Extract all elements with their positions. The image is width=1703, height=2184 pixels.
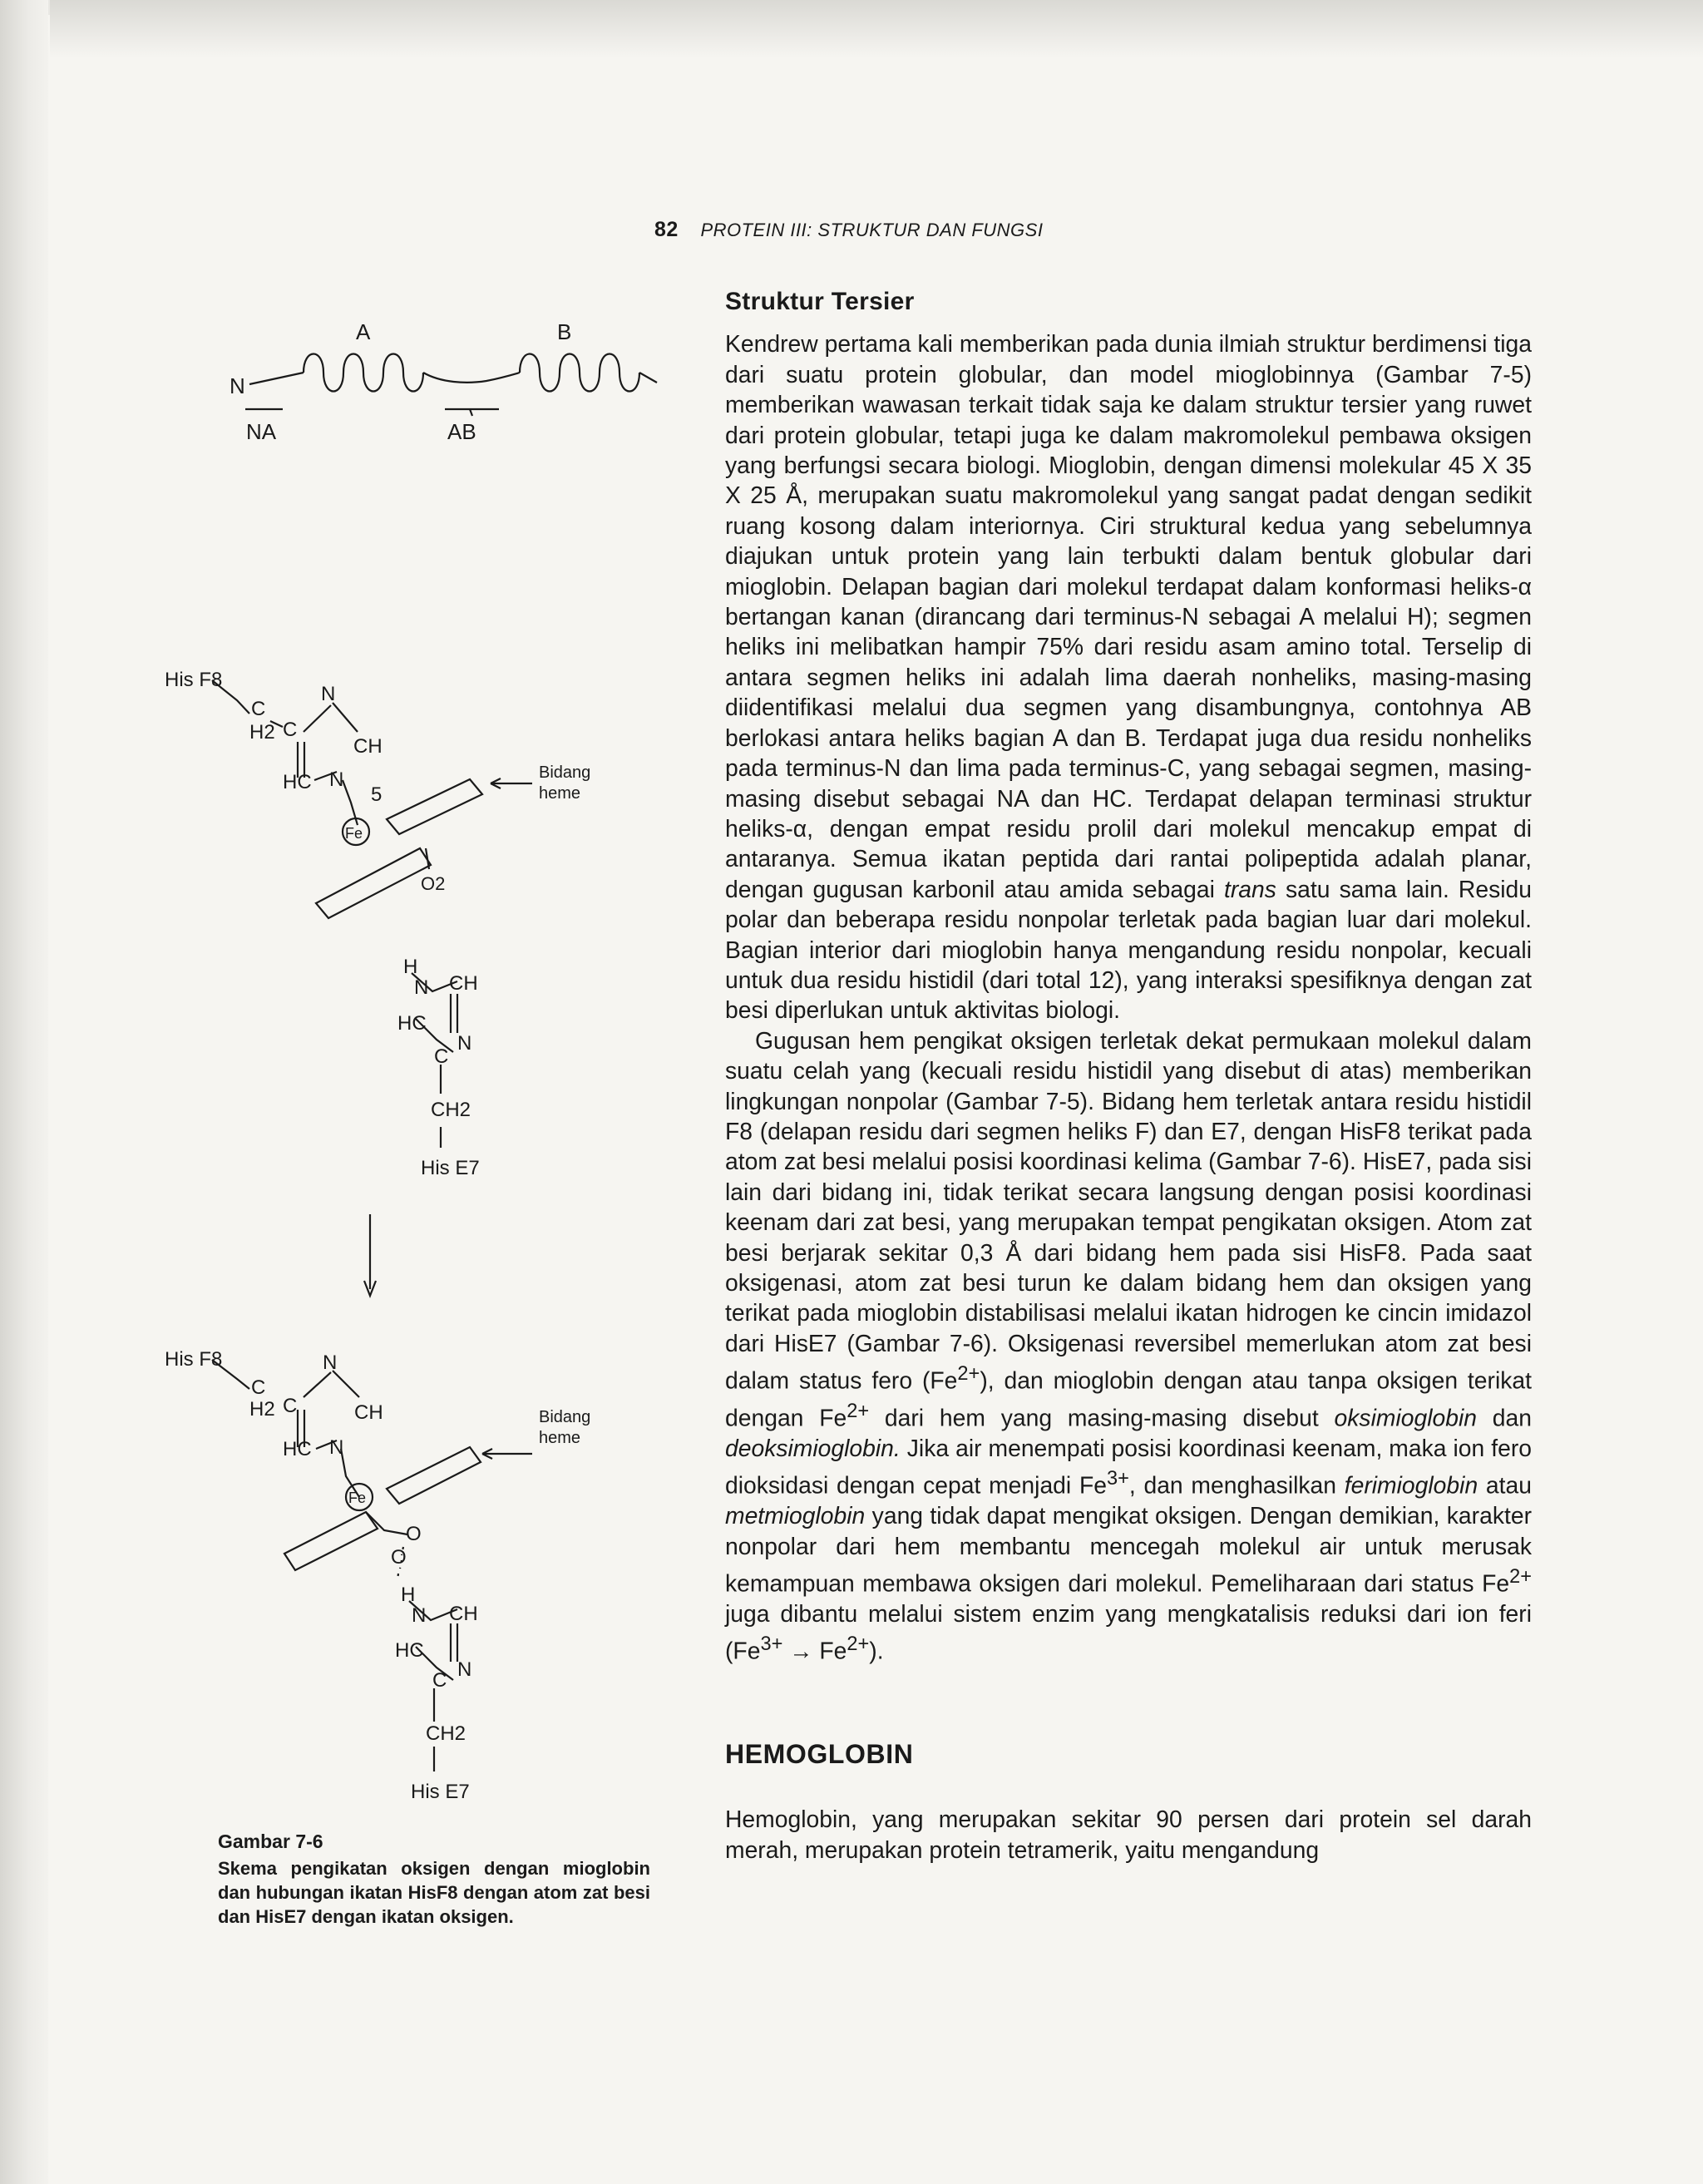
- helix-a: [304, 354, 423, 392]
- top-hc: HC: [283, 771, 312, 793]
- top-e7-ch: CH: [449, 972, 478, 995]
- p2-text-b: ), dan mioglobin dengan atau tanpa oksigen terikat dengan Fe: [725, 1366, 1532, 1431]
- bot-e7-ch: CH: [449, 1603, 478, 1625]
- bot-n-lower: N: [329, 1436, 344, 1459]
- terminus-n: N: [230, 373, 245, 398]
- p2-text-g: juga dibantu melalui sistem enzim yang mengkatalisis reduksi dari ion feri (Fe: [725, 1599, 1532, 1664]
- top-e7-c: C: [434, 1045, 449, 1068]
- caption-title: Gambar 7-6: [218, 1831, 323, 1852]
- top-h2: H2: [249, 721, 275, 744]
- bot-c: C: [251, 1376, 266, 1399]
- p2-sup-6: 2+: [847, 1633, 870, 1655]
- paragraph-2: [725, 1025, 1532, 1666]
- p1-text-a: Kendrew pertama kali memberikan pada dunia ilmiah struktur berdimensi tiga dari suatu protein globular, dan model mioglobinnya (Gambar 7-5) memberikan wawasan terkait tidak saja ke dalam struktur tersier yang ruwet dari protein globular, tetapi juga ke dalam makromolekul pembawa oksigen yang berfungsi secara biologi. Mioglobin, dengan dimensi molekular 45 X 35 X 25 Å, merupakan suatu makromolekul yang sangat padat dengan sedikit ruang kosong dalam interiornya. Ciri struktural kedua yang sebelumnya diajukan untuk protein yang lain terbukti dalam bentuk globular dari mioglobin. Delapan bagian dari molekul terdapat dalam konformasi heliks-α bertangan kanan (dirancang dari terminus-N sebagai A melalui H); segmen heliks ini melibatkan hampir 75% dari residu asam amino total. Terselip di antara segmen heliks ini adalah lima daerah nonheliks, masing-masing diidentifikasi melalui dua segmen yang disambungnya, contohnya AB berlokasi antara heliks bagian A dan B. Terdapat juga dua residu nonheliks pada terminus-N dan lima pada terminus-C, yang sebagai segmen, masing-masing disebut sebagai NA dan HC. Terdapat delapan terminasi struktur heliks-α, dengan empat residu prolil dari molekul mencakup empat di antaranya. Semua ikatan peptida dari rantai polipeptida adalah planar, dengan gugusan karbonil atau amida sebagai: [725, 330, 1532, 902]
- bot-ch: CH: [354, 1401, 383, 1424]
- top-e7-n2: N: [457, 1032, 472, 1055]
- p2-text-e: , dan menghasilkan: [1128, 1471, 1345, 1499]
- bot-h2: H2: [249, 1398, 275, 1421]
- paragraph-3: Hemoglobin, yang merupakan sekitar 90 persen dari protein sel darah merah, merupakan protein tetramerik, yaitu mengandung: [725, 1806, 1532, 1863]
- figure-7-6: [166, 316, 698, 1821]
- p2-metmioglobin: metmioglobin: [725, 1502, 866, 1529]
- bot-e7-c: C: [432, 1669, 447, 1692]
- page-number: 82: [654, 218, 679, 241]
- bot-e7-n: N: [412, 1604, 427, 1627]
- bot-e7-hc: HC: [395, 1639, 424, 1662]
- top-heme-label-1: Bidang: [539, 763, 591, 782]
- segment-label-na: NA: [246, 419, 277, 444]
- section-title-hemoglobin: HEMOGLOBIN: [725, 1738, 914, 1769]
- bot-his-f8: His F8: [166, 1348, 223, 1371]
- caption-text: Skema pengikatan oksigen dengan mioglobin dan hubungan ikatan HisF8 dengan atom zat besi dan HisE7 dengan ikatan oksigen.: [218, 1858, 650, 1927]
- chain-line-c: [639, 373, 657, 383]
- p2-sup-5: 3+: [760, 1633, 783, 1655]
- top-heme-label-2: heme: [539, 784, 581, 803]
- top-heme-rect-upper: [387, 779, 482, 834]
- top-ch: CH: [353, 735, 383, 758]
- bot-his-e7: His E7: [411, 1781, 470, 1803]
- bot-hc: HC: [283, 1438, 312, 1460]
- p2-atau: atau: [1478, 1471, 1532, 1499]
- top-e7-h: H: [403, 956, 418, 978]
- top-n-lower: N: [329, 768, 344, 791]
- p1-text-b: satu sama lain. Residu polar dan beberapa residu nonpolar terletak pada bagian luar dari molekul. Bagian interior dari mioglobin hanya mengandung residu nonpolar, kecuali untuk dua residu histidil (dari total 12), yang interaksi spesifiknya dengan zat besi diperlukan untuk aktivitas biologi.: [725, 875, 1532, 1024]
- running-head: [654, 218, 1043, 242]
- p2-text-d: Jika air menempati posisi koordinasi keenam, maka ion fero dioksidasi dengan cepat menjadi Fe: [725, 1434, 1532, 1499]
- chain-line-n: [249, 373, 304, 384]
- p2-arrow: → Fe: [782, 1637, 847, 1664]
- segment-label-ab: AB: [447, 419, 476, 444]
- top-n-upper: N: [321, 683, 336, 705]
- top-e7-hc: HC: [397, 1012, 427, 1035]
- top-e7-n: N: [414, 976, 429, 999]
- top-his-f8: His F8: [166, 669, 223, 691]
- p2-sup-1: 2+: [957, 1362, 980, 1385]
- page-binding-shadow: [0, 0, 48, 2184]
- top-c: C: [251, 698, 266, 720]
- paragraph-1: [725, 329, 1532, 1025]
- p2-deoksimioglobin: deoksimioglobin.: [725, 1434, 901, 1461]
- body-text-column: [725, 287, 1532, 1865]
- top-ring: [298, 703, 358, 780]
- bot-heme-label-1: Bidang: [539, 1408, 591, 1426]
- bot-ring: [298, 1371, 359, 1449]
- bot-e7-h: H: [401, 1584, 416, 1606]
- bot-heme-label-2: heme: [539, 1429, 581, 1447]
- ab-bracket: [445, 409, 499, 416]
- top-coord-5: 5: [371, 783, 383, 806]
- p2-ferimioglobin: ferimioglobin: [1344, 1471, 1478, 1499]
- bot-fe: Fe: [348, 1490, 367, 1506]
- p2-text-a: Gugusan hem pengikat oksigen terletak dekat permukaan molekul dalam suatu celah yang (kecuali residu histidil yang disebut di atas) memberikan lingkungan nonpolar (Gambar 7-5). Bidang hem terletak antara residu histidil F8 (delapan residu dari segmen heliks F) dan E7, dengan HisF8 terikat pada atom zat besi melalui posisi koordinasi kelima (Gambar 7-6). HisE7, pada sisi lain dari bidang ini, tidak terikat secara langsung dengan posisi koordinasi keenam dari zat besi, yang merupakan tempat pengikatan oksigen. Atom zat besi berjarak sekitar 0,3 Å dari bidang hem pada sisi HisF8. Pada saat oksigenasi, atom zat besi turun ke dalam bidang hem dan oksigen yang terikat pada mioglobin distabilisasi melalui ikatan hidrogen ke cincin imidazol dari HisE7 (Gambar 7-6). Oksigenasi reversibel memerlukan atom zat besi dalam status fero (Fe: [725, 1026, 1532, 1394]
- helix-b: [520, 354, 639, 392]
- p2-sup-2: 2+: [847, 1400, 870, 1422]
- helix-label-b: B: [557, 319, 572, 344]
- top-fe: Fe: [345, 825, 363, 842]
- top-c2: C: [283, 719, 298, 741]
- bot-heme-rect-upper: [387, 1447, 481, 1504]
- section-title-struktur-tersier: Struktur Tersier: [725, 288, 915, 315]
- top-heme-rect-lower: [316, 848, 431, 918]
- chain-line-ab: [423, 373, 520, 383]
- figure-caption: [218, 1830, 650, 1929]
- running-title: PROTEIN III: STRUKTUR DAN FUNGSI: [700, 220, 1044, 240]
- p2-text-f: yang tidak dapat mengikat oksigen. Dengan demikian, karakter nonpolar dari hem membantu mencegah molekul air untuk merusak kemampuan membawa oksigen dari molekul. Pemeliharaan dari status Fe: [725, 1502, 1532, 1597]
- figure-diagram: [166, 316, 698, 1821]
- bot-c2: C: [283, 1395, 298, 1417]
- p2-sup-4: 2+: [1509, 1564, 1532, 1587]
- top-o2: O2: [421, 873, 446, 894]
- page-top-shadow: [50, 0, 1703, 58]
- p2-sup-3: 3+: [1106, 1467, 1129, 1490]
- top-his-e7: His E7: [421, 1157, 480, 1179]
- bot-heme-rect-lower: [284, 1512, 378, 1570]
- top-e7-ch2: CH2: [431, 1099, 471, 1121]
- bot-n-upper: N: [323, 1351, 338, 1374]
- p2-text-h: ).: [869, 1637, 884, 1664]
- bot-o1: O: [406, 1523, 422, 1545]
- p2-oksimioglobin: oksimioglobin: [1334, 1404, 1477, 1431]
- helix-label-a: A: [356, 319, 371, 344]
- bot-e7-n2: N: [457, 1658, 472, 1681]
- p2-dan: dan: [1477, 1404, 1532, 1431]
- p2-text-c: dari hem yang masing-masing disebut: [869, 1404, 1335, 1431]
- bot-e7-ch2: CH2: [426, 1722, 466, 1745]
- bot-o2: O: [391, 1546, 407, 1569]
- p1-trans: trans: [1223, 875, 1276, 902]
